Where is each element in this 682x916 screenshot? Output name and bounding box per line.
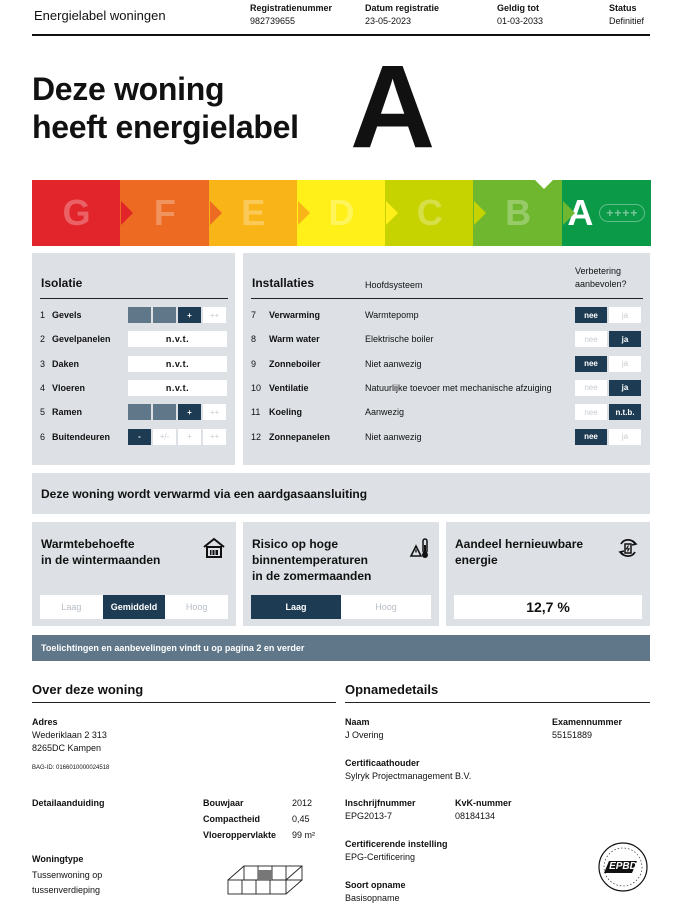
vloeroppervlakte-value: 99 m² — [292, 830, 316, 840]
verbetering-ja: ja — [609, 307, 641, 323]
row-number: 5 — [40, 407, 46, 418]
row-number: 4 — [40, 382, 46, 393]
row-number: 7 — [251, 310, 257, 320]
woningtype-building-icon — [226, 858, 308, 898]
geldig-tot: Geldig tot 01-03-2033 — [497, 3, 544, 26]
divider — [32, 702, 336, 703]
over-woning-title: Over deze woning — [32, 682, 144, 697]
rating-cells — [128, 380, 227, 396]
document-title: Energielabel woningen — [34, 8, 166, 23]
scale-band-a — [562, 180, 651, 246]
rating-value: n.v.t. — [128, 331, 227, 347]
scale-letter: G — [62, 192, 91, 233]
warmtebehoefte-option-gemiddeld: Gemiddeld — [103, 595, 166, 619]
isolatie-row — [40, 403, 230, 421]
verbetering-nee: nee — [575, 380, 607, 396]
renewable-energy-icon — [616, 536, 640, 560]
row-number: 11 — [251, 407, 261, 418]
divider — [251, 298, 643, 299]
warmtebehoefte-title: Warmtebehoefte in de wintermaanden — [41, 537, 161, 567]
heating-note: Deze woning wordt verwarmd via een aardgasaansluiting — [41, 487, 368, 501]
warmtebehoefte-panel — [32, 522, 236, 626]
row-number: 9 — [251, 358, 257, 369]
row-label: Koeling — [269, 407, 302, 418]
isolatie-row — [40, 355, 230, 373]
compactheid-label: Compactheid — [203, 814, 261, 824]
rating-cell: ++ — [203, 429, 226, 445]
rating-cell — [128, 404, 151, 420]
heating-note-panel — [32, 473, 650, 514]
row-number: 10 — [251, 382, 262, 393]
installatie-row — [251, 428, 643, 446]
examennummer-block: Examennummer 55151889 — [552, 717, 623, 740]
energy-scale — [32, 180, 650, 246]
isolatie-row — [40, 306, 230, 324]
verbetering-ja: ja — [609, 331, 641, 347]
row-system: Aanwezig — [365, 407, 405, 418]
scale-band-b — [473, 180, 562, 246]
isolatie-row — [40, 428, 230, 446]
rating-cell: + — [178, 404, 201, 420]
bouwjaar-label: Bouwjaar — [203, 798, 244, 808]
installatie-row — [251, 403, 643, 421]
rating-cell: + — [178, 307, 201, 323]
verbetering-ja: ja — [609, 356, 641, 372]
row-number: 8 — [251, 334, 257, 345]
hoofdsysteem-header: Hoofdsysteem — [365, 280, 423, 290]
warmtebehoefte-option-hoog: Hoog — [165, 595, 228, 619]
hero-heading: Deze woning heeft energielabel — [32, 71, 299, 145]
naam-block: Naam J Overing — [345, 717, 384, 740]
energy-label-letter: A — [350, 41, 436, 173]
scale-letter: B — [505, 192, 532, 233]
row-system: Elektrische boiler — [365, 334, 434, 345]
scale-arrow-icon — [298, 201, 310, 225]
bouwjaar-value: 2012 — [292, 798, 313, 808]
row-number: 3 — [40, 358, 46, 369]
scale-arrow-icon — [474, 201, 486, 225]
scale-arrow-icon — [386, 201, 398, 225]
row-system: Natuurlijke toevoer met mechanische afzuiging — [365, 382, 552, 393]
datum-registratie: Datum registratie 23-05-2023 — [365, 3, 440, 26]
rating-cell — [128, 307, 151, 323]
warmtebehoefte-option-laag: Laag — [40, 595, 103, 619]
rating-cells — [128, 404, 226, 420]
rating-value: n.v.t. — [128, 356, 227, 372]
rating-cells — [128, 307, 226, 323]
rating-cell: ++ — [203, 307, 226, 323]
scale-letter: F — [153, 192, 176, 233]
hernieuwbaar-value: 12,7 % — [454, 595, 642, 619]
scale-letter: E — [241, 192, 266, 233]
verbetering-nee: nee — [575, 331, 607, 347]
row-label: Gevels — [52, 310, 82, 320]
kvk-block: KvK-nummer 08184134 — [455, 798, 512, 821]
rating-cells — [128, 356, 227, 372]
risico-option-laag: Laag — [251, 595, 341, 619]
rating-cell: ++ — [203, 404, 226, 420]
scale-band-f — [120, 180, 209, 246]
vloeroppervlakte-label: Vloeroppervlakte — [203, 830, 277, 840]
verbetering-nee: nee — [575, 356, 607, 372]
rating-cell: + — [178, 429, 201, 445]
rating-cell: - — [128, 429, 151, 445]
row-label: Verwarming — [269, 310, 321, 320]
verbetering-ja: ja — [609, 429, 641, 445]
certificaathouder-block: Certificaathouder Sylryk Projectmanagement B.V. — [345, 758, 472, 781]
verbetering-header: Verbetering aanbevolen? — [575, 266, 627, 289]
opnamedetails-title: Opnamedetails — [345, 682, 439, 697]
compactheid-value: 0,45 — [292, 814, 310, 824]
verbetering-nee: nee — [575, 429, 607, 445]
risico-title: Risico op hoge binnentemperaturen in de zomermaanden — [252, 537, 372, 583]
installaties-title: Installaties — [252, 276, 315, 290]
risico-scale — [251, 595, 431, 619]
hernieuwbaar-panel — [446, 522, 650, 626]
row-label: Buitendeuren — [52, 431, 111, 442]
registratienummer: Registratienummer 982739655 — [250, 3, 333, 26]
certificerende-instelling-block: Certificerende instelling EPG-Certificering — [345, 839, 448, 862]
woningtype-block: Woningtype Tussenwoning op tussenverdieping — [32, 854, 103, 895]
row-system: Niet aanwezig — [365, 431, 422, 442]
row-label: Vloeren — [52, 382, 86, 393]
adres-block: Adres Wederiklaan 2 313 8265DC Kampen — [32, 717, 107, 753]
row-label: Ventilatie — [269, 382, 309, 393]
epbd-logo: EPBD — [597, 841, 649, 893]
status: Status Definitief — [609, 3, 645, 26]
detail-label: Detailaanduiding — [32, 798, 105, 808]
row-label: Zonneboiler — [269, 358, 321, 369]
scale-arrow-icon — [563, 201, 575, 225]
rating-cells — [128, 331, 227, 347]
verbetering-ja: ja — [609, 380, 641, 396]
installaties-panel — [243, 253, 650, 465]
verbetering-nee: nee — [575, 404, 607, 420]
installatie-row — [251, 355, 643, 373]
rating-cell: +/- — [153, 429, 176, 445]
row-number: 2 — [40, 334, 46, 345]
scale-plus-indicator: ++++ — [599, 204, 645, 222]
isolatie-title: Isolatie — [41, 276, 83, 290]
row-label: Daken — [52, 358, 80, 369]
rating-cell — [153, 307, 176, 323]
row-system: Niet aanwezig — [365, 358, 422, 369]
installatie-row — [251, 306, 643, 324]
scale-letter: C — [416, 192, 443, 233]
rating-cells — [128, 429, 226, 445]
scale-letter: A — [567, 192, 594, 233]
scale-band-d — [297, 180, 386, 246]
scale-band-g — [32, 180, 121, 246]
row-system: Warmtepomp — [365, 310, 419, 320]
scale-arrow-icon — [121, 201, 133, 225]
scale-band-c — [385, 180, 474, 246]
bag-id: BAG-ID: 0166010000024518 — [32, 765, 110, 771]
row-number: 1 — [40, 310, 46, 320]
divider — [345, 702, 650, 703]
isolatie-row — [40, 379, 230, 397]
isolatie-row — [40, 330, 230, 348]
row-label: Ramen — [52, 407, 83, 418]
risico-option-hoog: Hoog — [341, 595, 431, 619]
installatie-row — [251, 379, 643, 397]
divider — [40, 298, 228, 299]
scale-letter: D — [328, 192, 355, 233]
soort-opname-block: Soort opname Basisopname — [345, 880, 406, 903]
scale-arrow-icon — [210, 201, 222, 225]
thermometer-warning-icon — [409, 536, 431, 560]
row-label: Warm water — [269, 334, 320, 345]
toelichting-banner: Toelichtingen en aanbevelingen vindt u op pagina 2 en verder — [32, 635, 650, 661]
inschrijfnummer-block: Inschrijfnummer EPG2013-7 — [345, 798, 416, 821]
scale-band-e — [209, 180, 298, 246]
house-heating-icon — [202, 537, 226, 559]
warmtebehoefte-scale — [40, 595, 228, 619]
hernieuwbaar-title: Aandeel hernieuwbare energie — [455, 537, 584, 567]
row-label: Gevelpanelen — [52, 334, 111, 345]
rating-cell — [153, 404, 176, 420]
active-label-pointer-icon — [535, 180, 553, 189]
isolatie-panel — [32, 253, 235, 465]
verbetering-ja: n.t.b. — [609, 404, 641, 420]
verbetering-nee: nee — [575, 307, 607, 323]
document-header — [32, 0, 650, 36]
row-number: 12 — [251, 431, 262, 442]
row-number: 6 — [40, 431, 46, 442]
installatie-row — [251, 330, 643, 348]
risico-panel — [243, 522, 439, 626]
rating-value: n.v.t. — [128, 380, 227, 396]
row-label: Zonnepanelen — [269, 431, 331, 442]
